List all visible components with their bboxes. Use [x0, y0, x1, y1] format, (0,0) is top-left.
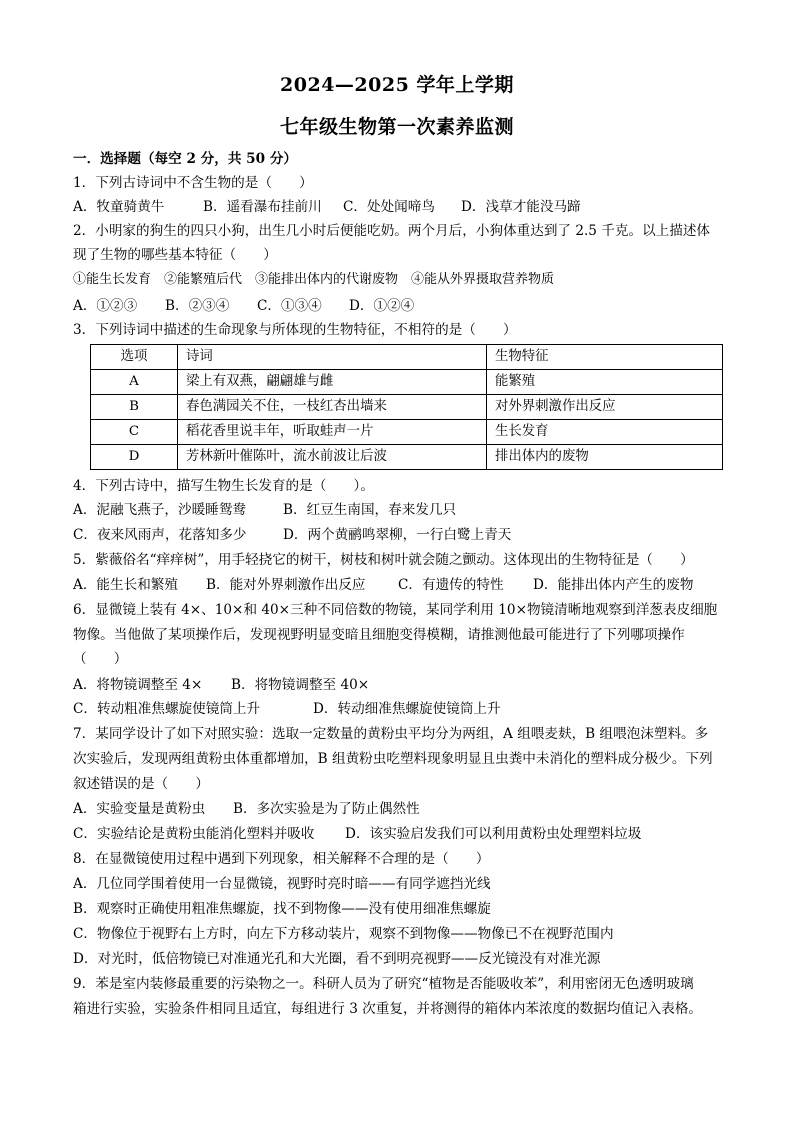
- q8-option-c: C．物像位于视野右上方时，向左下方移动装片，观察不到物像——物像已不在视野范围内: [73, 926, 614, 942]
- q1-option-a: A．牧童骑黄牛: [73, 199, 165, 215]
- question-7-stem-line2: 次实验后，发现两组黄粉虫体重都增加，B 组黄粉虫吃塑料现象明显且虫粪中未消化的塑料成分极少。下列: [73, 751, 713, 767]
- question-6-stem-line3: （ ）: [73, 651, 128, 667]
- section-heading: 一．选择题（每空 2 分，共 50 分）: [73, 151, 298, 167]
- table-cell-option: C: [91, 420, 178, 445]
- question-6-stem-line2: 物像。当他做了某项操作后，发现视野明显变暗且细胞变得模糊，请推测他最可能进行了下列哪项操作: [73, 627, 685, 643]
- question-1-options: [73, 198, 733, 216]
- q4-option-c: C．夜来风雨声，花落知多少: [73, 527, 247, 543]
- q8-option-b: B．观察时正确使用粗准焦螺旋，找不到物像——没有使用细准焦螺旋: [73, 901, 491, 917]
- table-cell-option: A: [91, 370, 178, 395]
- q8-option-a: A．几位同学围着使用一台显微镜，视野时亮时暗——有同学遮挡光线: [73, 876, 491, 892]
- question-5-options: [73, 576, 733, 594]
- q2-option-d: D．①②④: [349, 298, 415, 314]
- table-header-option: 选项: [91, 345, 178, 370]
- q6-option-a: A．将物镜调整至 4×: [73, 677, 203, 693]
- table-row: [91, 420, 723, 445]
- table-row: [91, 370, 723, 395]
- question-6-options-line1: [73, 676, 733, 694]
- table-header-poem: 诗词: [178, 345, 487, 370]
- table-row: [91, 395, 723, 420]
- question-8-stem: 8．在显微镜使用过程中遇到下列现象，相关解释不合理的是（ ）: [73, 851, 490, 867]
- table-header-row: [91, 345, 723, 370]
- q5-option-a: A．能生长和繁殖: [73, 577, 178, 593]
- q7-option-b: B．多次实验是为了防止偶然性: [233, 801, 420, 817]
- table-cell-feature: 排出体内的废物: [487, 445, 723, 470]
- question-7-stem-line3: 叙述错误的是（ ）: [73, 776, 209, 792]
- exam-title-year: 2024—2025 学年上学期: [280, 74, 514, 96]
- question-5-stem: 5．紫薇俗名“痒痒树”，用手轻挠它的树干，树枝和树叶就会随之颤动。这体现出的生物特征是（ ）: [73, 552, 694, 568]
- q1-option-d: D．浅草才能没马蹄: [461, 199, 581, 215]
- q5-option-c: C．有遗传的特性: [398, 577, 504, 593]
- table-cell-feature: 生长发育: [487, 420, 723, 445]
- table-cell-poem: 稻花香里说丰年，听取蛙声一片: [178, 420, 487, 445]
- exam-title-subject: 七年级生物第一次素养监测: [279, 116, 514, 138]
- q8-option-d: D．对光时，低倍物镜已对准通光孔和大光圈，看不到明亮视野——反光镜没有对准光源: [73, 951, 601, 967]
- question-9-stem-line1: 9．苯是室内装修最重要的污染物之一。科研人员为了研究“植物是否能吸收苯”，利用密闭无色透明玻璃: [73, 976, 694, 992]
- q6-option-b: B．将物镜调整至 40×: [231, 677, 370, 693]
- q6-option-d: D．转动细准焦螺旋使镜筒上升: [313, 701, 501, 717]
- question-4-options-line2: [73, 526, 733, 544]
- q7-option-a: A．实验变量是黄粉虫: [73, 801, 206, 817]
- q4-option-d: D．两个黄鹂鸣翠柳，一行白鹭上青天: [283, 527, 512, 543]
- q2-option-a: A．①②③: [73, 298, 138, 314]
- q6-option-c: C．转动粗准焦螺旋使镜筒上升: [73, 701, 261, 717]
- q1-option-c: C．处处闻啼鸟: [343, 199, 435, 215]
- question-6-stem-line1: 6．显微镜上装有 4×、10×和 40×三种不同倍数的物镜，某同学利用 10×物镜清晰地观察到洋葱表皮细胞: [73, 602, 718, 618]
- table-cell-feature: 能繁殖: [487, 370, 723, 395]
- question-4-stem: 4．下列古诗中，描写生物生长发育的是（ ）。: [73, 478, 374, 494]
- table-row: [91, 445, 723, 470]
- question-7-stem-line1: 7．某同学设计了如下对照实验：选取一定数量的黄粉虫平均分为两组，A 组喂麦麸，B 组喂泡沫塑料。多: [73, 726, 709, 742]
- q7-option-c: C．实验结论是黄粉虫能消化塑料并吸收: [73, 826, 315, 842]
- q4-option-b: B．红豆生南国，春来发几只: [283, 502, 457, 518]
- question-7-options-line1: [73, 800, 733, 818]
- table-cell-option: D: [91, 445, 178, 470]
- table-cell-poem: 梁上有双燕，翩翩雄与雌: [178, 370, 487, 395]
- q7-option-d: D．该实验启发我们可以利用黄粉虫处理塑料垃圾: [345, 826, 642, 842]
- q1-option-b: B．遥看瀑布挂前川: [203, 199, 322, 215]
- table-cell-poem: 芳林新叶催陈叶，流水前波让后波: [178, 445, 487, 470]
- question-1-stem: 1．下列古诗词中不含生物的是（ ）: [73, 175, 313, 191]
- q2-option-b: B．②③④: [165, 298, 230, 314]
- question-2-options: [73, 297, 733, 315]
- q5-option-b: B．能对外界刺激作出反应: [206, 577, 366, 593]
- question-9-stem-line2: 箱进行实验，实验条件相同且适宜，每组进行 3 次重复，并将测得的箱体内苯浓度的数据均值记入表格。: [73, 1001, 703, 1017]
- q2-option-c: C．①③④: [257, 298, 322, 314]
- table-cell-poem: 春色满园关不住，一枝红杏出墙来: [178, 395, 487, 420]
- question-4-options-line1: [73, 501, 733, 519]
- question-7-options-line2: [73, 825, 733, 843]
- question-2-features: ①能生长发育 ②能繁殖后代 ③能排出体内的代谢废物 ④能从外界摄取营养物质: [73, 272, 555, 287]
- table-header-feature: 生物特征: [487, 345, 723, 370]
- q5-option-d: D．能排出体内产生的废物: [533, 577, 694, 593]
- question-2-stem-line2: 现了生物的哪些基本特征（ ）: [73, 247, 277, 263]
- q4-option-a: A．泥融飞燕子，沙暖睡鸳鸯: [73, 502, 246, 518]
- table-cell-feature: 对外界刺激作出反应: [487, 395, 723, 420]
- question-3-table: [90, 344, 723, 470]
- question-2-stem-line1: 2．小明家的狗生的四只小狗，出生几小时后便能吃奶。两个月后，小狗体重达到了 2.5 千克。以上描述体: [73, 223, 711, 239]
- table-cell-option: B: [91, 395, 178, 420]
- question-3-stem: 3．下列诗词中描述的生命现象与所体现的生物特征，不相符的是（ ）: [73, 322, 517, 338]
- question-6-options-line2: [73, 700, 733, 718]
